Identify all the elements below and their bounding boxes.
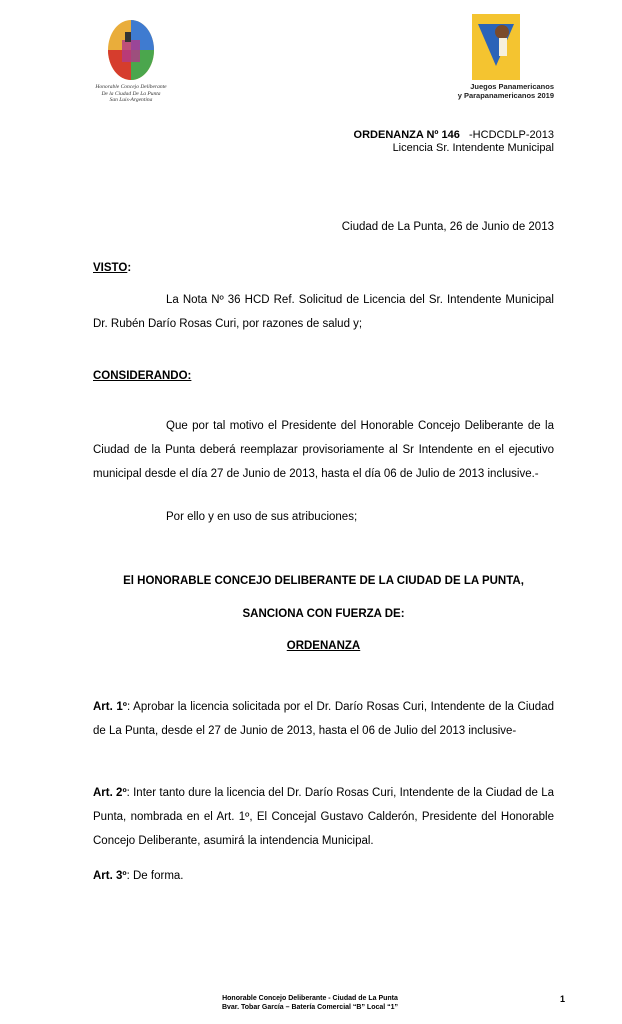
panamerican-games-caption (430, 82, 554, 100)
considerando-closing: Por ello y en uso de sus atribuciones; (166, 511, 358, 523)
visto-heading: VISTO (93, 262, 128, 274)
ordinance-code: -HCDCDLP-2013 (469, 129, 554, 141)
council-logo (100, 14, 162, 82)
article-1-label: Art. 1º (93, 701, 128, 713)
article-3 (93, 864, 554, 888)
ordinance-reference (354, 129, 554, 155)
ordinance-subject: Licencia Sr. Intendente Municipal (392, 142, 554, 154)
considerando-heading: CONSIDERANDO: (93, 370, 192, 382)
article-1-text: : Aprobar la licencia solicitada por el Dr. Darío Rosas Curi, Intendente de la Ciudad de La Punta, desde el 27 de Junio de 2013, hasta el 06 de Julio del 2013 inclusive- (93, 701, 554, 737)
article-2-label: Art. 2º (93, 787, 127, 799)
logo-caption-line1: Honorable Concejo Deliberante (95, 84, 167, 90)
council-logo-caption (86, 84, 176, 104)
page-number: 1 (560, 994, 566, 1004)
visto-text: La Nota Nº 36 HCD Ref. Solicitud de Licencia del Sr. Intendente Municipal Dr. Rubén Darío Rosas Curi, por razones de salud y; (93, 294, 554, 330)
logo-caption-line2: De la Ciudad De La Punta (101, 90, 161, 97)
article-3-text: : De forma. (126, 870, 184, 882)
games-caption-line1: Juegos Panamericanos (470, 82, 554, 91)
logo-caption-line3: San Luis-Argentina (109, 97, 153, 103)
visto-colon: : (127, 262, 132, 274)
article-1 (93, 695, 554, 743)
considerando-text: Que por tal motivo el Presidente del Honorable Concejo Deliberante de la Ciudad de la Punta deberá reemplazar provisoriamente al Sr Intendente en el ejecutivo municipal desde el día 27 de Junio de 2013, hasta el día 06 de Julio de 2013 inclusive.- (93, 420, 554, 480)
sanction-line1: El HONORABLE CONCEJO DELIBERANTE DE LA CIUDAD DE LA PUNTA, (123, 575, 524, 587)
date-line: Ciudad de La Punta, 26 de Junio de 2013 (341, 221, 554, 233)
sanction-line2: SANCIONA CON FUERZA DE: (242, 608, 405, 620)
panamerican-games-logo (472, 14, 520, 80)
footer-line1: Honorable Concejo Deliberante - Ciudad de La Punta (222, 995, 398, 1002)
ordenanza-title: ORDENANZA (286, 640, 361, 652)
page-footer (160, 994, 460, 1012)
article-2 (93, 781, 554, 853)
article-3-label: Art. 3º (93, 870, 127, 882)
visto-heading-wrap (93, 262, 131, 274)
ordinance-number: ORDENANZA Nº 146 (353, 129, 460, 141)
games-caption-line2: y Parapanamericanos 2019 (457, 91, 554, 100)
article-2-text: : Inter tanto dure la licencia del Dr. Darío Rosas Curi, Intendente de la Ciudad de La Punta, nombrada en el Art. 1º, El Concejal Gustavo Calderón, Presidente del Honorable Concejo Deliberante, asumirá la intendencia Municipal. (93, 787, 554, 847)
footer-line2: Bvar. Tobar García – Batería Comercial “B” Local “1” (221, 1004, 399, 1011)
